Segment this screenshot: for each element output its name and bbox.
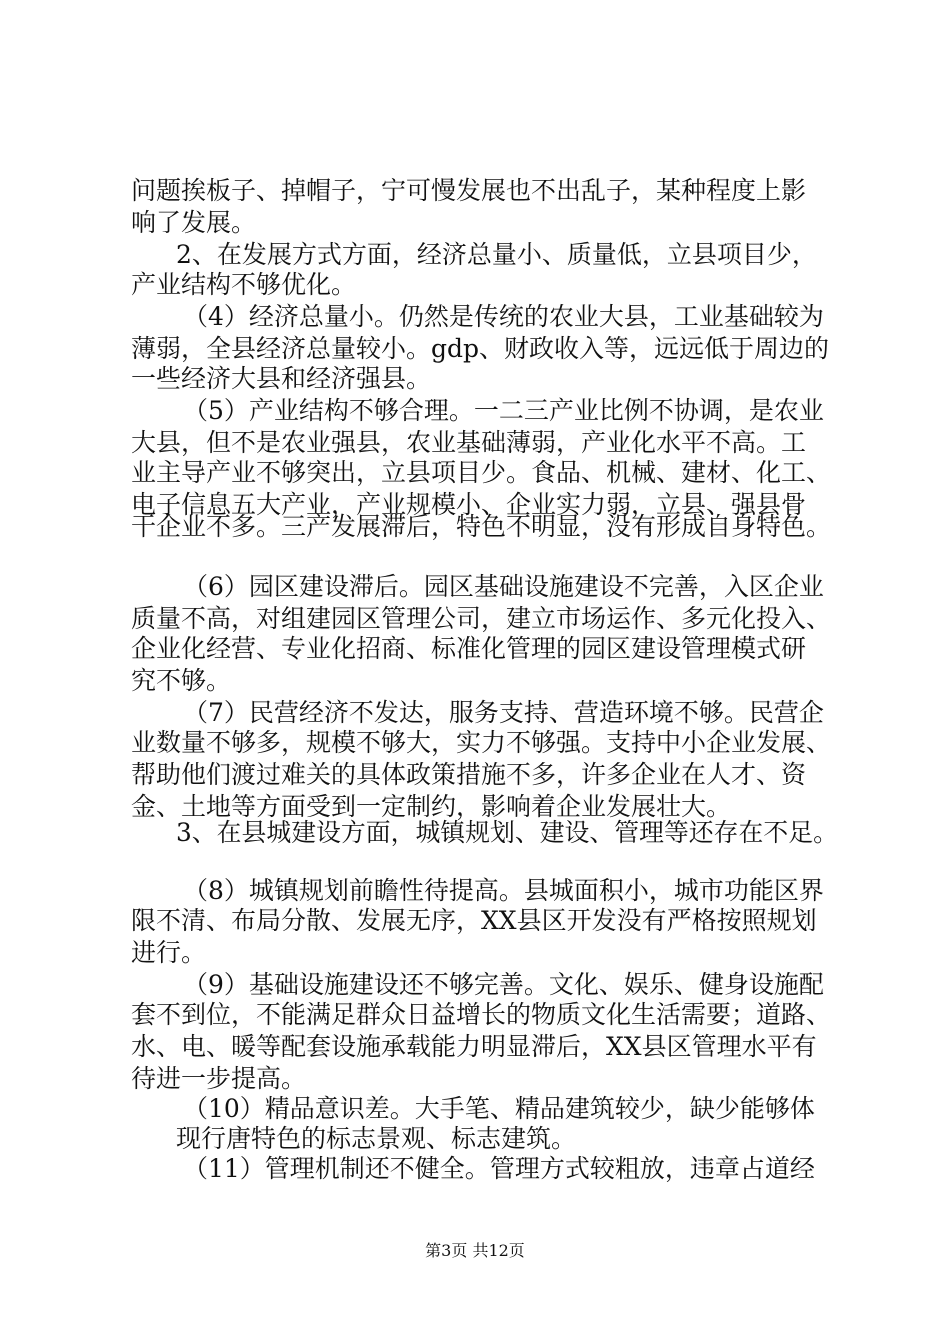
text-line: 究不够。: [131, 666, 232, 695]
text-line: （4）经济总量小。仍然是传统的农业大县，工业基础较为: [183, 302, 824, 331]
text-line: 帮助他们渡过难关的具体政策措施不多，许多企业在人才、资: [131, 760, 807, 789]
text-line: 3、在县城建设方面，城镇规划、建设、管理等还存在不足。: [176, 818, 838, 847]
text-line: （7）民营经济不发达，服务支持、营造环境不够。民营企: [183, 698, 824, 727]
text-line: （5）产业结构不够合理。一二三产业比例不协调，是农业: [183, 396, 824, 425]
text-line: 现行唐特色的标志景观、标志建筑。: [176, 1124, 577, 1153]
text-line: 问题挨板子、掉帽子，宁可慢发展也不出乱子，某种程度上影: [131, 176, 807, 205]
text-line: 金、土地等方面受到一定制约，影响着企业发展壮大。: [131, 792, 732, 821]
text-line: 限不清、布局分散、发展无序，XX县区开发没有严格按照规划: [131, 906, 817, 935]
text-line: 进行。: [131, 938, 207, 967]
page-number-footer: 第3页 共12页: [425, 1241, 525, 1260]
text-line: 响了发展。: [131, 208, 257, 237]
text-line: 干企业不多。三产发展滞后，特色不明显，没有形成自身特色。: [131, 512, 832, 541]
text-line: （8）城镇规划前瞻性待提高。县城面积小，城市功能区界: [183, 876, 824, 905]
text-line: 业主导产业不够突出，立县项目少。食品、机械、建材、化工、: [131, 458, 832, 487]
text-line: （9）基础设施建设还不够完善。文化、娱乐、健身设施配: [183, 970, 824, 999]
text-line: 大县，但不是农业强县，农业基础薄弱，产业化水平不高。工: [131, 428, 807, 457]
text-line: 薄弱，全县经济总量较小。gdp、财政收入等，远远低于周边的: [131, 334, 830, 363]
text-line: 产业结构不够优化。: [131, 270, 357, 299]
text-line: 2、在发展方式方面，经济总量小、质量低，立县项目少，: [176, 240, 817, 269]
text-line: 套不到位，不能满足群众日益增长的物质文化生活需要；道路、: [131, 1000, 832, 1029]
text-line: （11）管理机制还不健全。管理方式较粗放，违章占道经: [183, 1154, 815, 1183]
text-line: 待进一步提高。: [131, 1064, 307, 1093]
text-line: （10）精品意识差。大手笔、精品建筑较少，缺少能够体: [183, 1094, 815, 1123]
text-line: 水、电、暖等配套设施承载能力明显滞后，XX县区管理水平有: [131, 1032, 817, 1061]
text-line: 电子信息五大产业，产业规模小、企业实力弱，立县、强县骨: [131, 490, 807, 519]
text-line: 业数量不够多，规模不够大，实力不够强。支持中小企业发展、: [131, 728, 832, 757]
text-line: （6）园区建设滞后。园区基础设施建设不完善，入区企业: [183, 572, 824, 601]
text-line: 质量不高，对组建园区管理公司，建立市场运作、多元化投入、: [131, 604, 832, 633]
text-line: 一些经济大县和经济强县。: [131, 364, 432, 393]
text-line: 企业化经营、专业化招商、标准化管理的园区建设管理模式研: [131, 634, 807, 663]
